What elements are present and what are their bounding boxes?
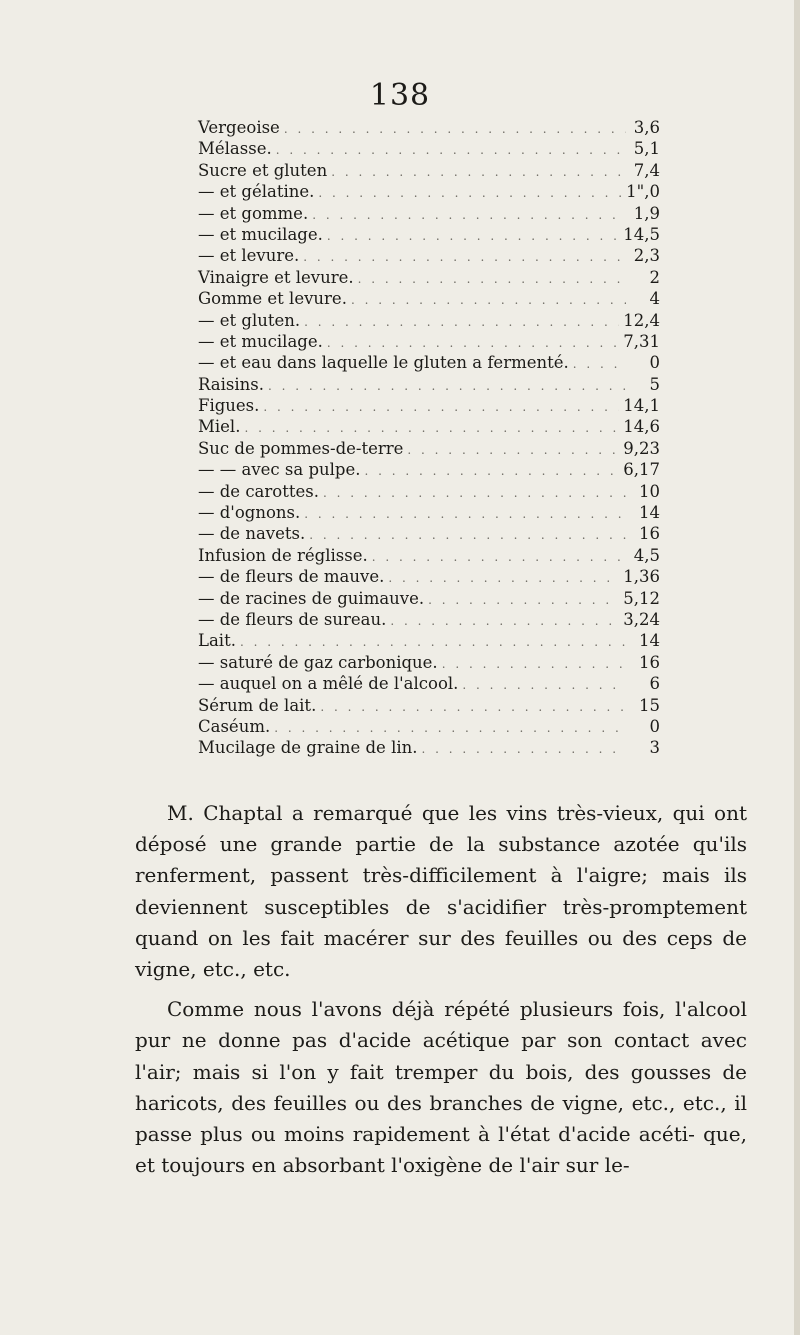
leader-dots xyxy=(407,440,619,461)
row-label: Gomme et levure. xyxy=(198,289,347,309)
table-row xyxy=(198,481,660,502)
leader-dots xyxy=(304,312,619,333)
body-text xyxy=(135,798,747,1181)
leader-dots xyxy=(320,697,626,718)
row-value: 4,5 xyxy=(633,545,660,565)
row-value: 0 xyxy=(649,353,660,373)
leader-dots xyxy=(318,183,622,204)
table-row xyxy=(198,224,660,245)
table-row xyxy=(198,695,660,716)
row-value: 6 xyxy=(649,674,660,694)
row-value: 0 xyxy=(649,716,660,736)
row-label: Vergeoise xyxy=(198,118,280,137)
table-row xyxy=(198,374,660,395)
row-value: 16 xyxy=(639,524,660,544)
row-value: 14,1 xyxy=(623,396,660,416)
row-label: — de navets. xyxy=(198,524,306,544)
table-row xyxy=(198,138,660,159)
row-label: — et gélatine. xyxy=(198,182,315,202)
row-label: — et levure. xyxy=(198,246,300,266)
row-label: Sérum de lait. xyxy=(198,695,317,715)
table-row xyxy=(198,395,660,416)
leader-dots xyxy=(422,739,627,760)
table-row xyxy=(198,181,660,202)
table-row xyxy=(198,245,660,266)
leader-dots xyxy=(240,632,626,653)
leader-dots xyxy=(388,568,619,589)
row-value: 6,17 xyxy=(623,460,660,480)
leader-dots xyxy=(372,547,626,568)
row-label: — de fleurs de mauve. xyxy=(198,567,385,587)
leader-dots xyxy=(358,269,626,290)
table-row xyxy=(198,545,660,566)
row-value: 1,36 xyxy=(623,567,660,587)
table-row xyxy=(198,310,660,331)
row-value: 15 xyxy=(639,695,660,715)
row-label: — de fleurs de sureau. xyxy=(198,609,387,629)
leader-dots xyxy=(365,461,620,482)
leader-dots xyxy=(351,290,626,311)
table-row xyxy=(198,203,660,224)
table-row xyxy=(198,331,660,352)
row-value: 3,24 xyxy=(623,609,660,629)
row-label: — de racines de guimauve. xyxy=(198,588,425,608)
row-value: 7,31 xyxy=(623,331,660,351)
table-row xyxy=(198,160,660,181)
table-row xyxy=(198,652,660,673)
row-value: 7,4 xyxy=(633,160,660,180)
row-value: 10 xyxy=(639,481,660,501)
table-row xyxy=(198,716,660,737)
row-value: 2 xyxy=(649,267,660,287)
row-label: — — avec sa pulpe. xyxy=(198,460,361,480)
row-label: — et eau dans laquelle le gluten a fermenté. xyxy=(198,353,569,373)
leader-dots xyxy=(331,162,626,183)
row-label: — d'ognons. xyxy=(198,503,301,523)
row-value: 9,23 xyxy=(623,438,660,458)
row-label: Caséum. xyxy=(198,716,271,736)
row-value: 4 xyxy=(649,289,660,309)
row-value: 5,1 xyxy=(633,139,660,159)
leader-dots xyxy=(442,654,626,675)
table-row xyxy=(198,267,660,288)
leader-dots xyxy=(573,354,626,375)
paragraph-1: M. Chaptal a remarqué que les vins très-vieux, qui ont déposé une grande partie de la substance azotée qu'ils renferment, passent très-difficilement à l'aigre; mais ils deviennent susceptibles de s'acidifier très-promptement quand on les fait macérer sur des feuilles ou des ceps de vigne, etc., etc. xyxy=(135,801,747,982)
table-row xyxy=(198,459,660,480)
leader-dots xyxy=(268,376,626,397)
row-value: 16 xyxy=(639,652,660,672)
data-table xyxy=(198,117,660,759)
table-row xyxy=(198,566,660,587)
leader-dots xyxy=(327,226,619,247)
row-label: — de carottes. xyxy=(198,481,319,501)
table-row xyxy=(198,438,660,459)
leader-dots xyxy=(428,590,619,611)
row-label: Raisins. xyxy=(198,374,264,394)
row-value: 1",0 xyxy=(626,182,660,202)
row-value: 14 xyxy=(639,503,660,523)
table-row xyxy=(198,609,660,630)
row-value: 14 xyxy=(639,631,660,651)
row-value: 3,6 xyxy=(633,118,660,137)
row-value: 12,4 xyxy=(623,310,660,330)
row-value: 2,3 xyxy=(633,246,660,266)
table-row xyxy=(198,117,660,138)
leader-dots xyxy=(263,397,619,418)
paragraph-2: Comme nous l'avons déjà répété plusieurs fois, l'alcool pur ne donne pas d'acide acétique par son contact avec l'air; mais si l'on y fait tremper du bois, des gousses de haricots, des feuilles ou des branches de vigne, etc., etc., il passe plus ou moins rapidement à l'état d'acide acéti- que, et toujours en absorbant l'oxigène de l'air sur le- xyxy=(135,997,747,1178)
row-label: Vinaigre et levure. xyxy=(198,267,354,287)
row-value: 14,5 xyxy=(623,224,660,244)
table-row xyxy=(198,588,660,609)
row-value: 3 xyxy=(649,738,660,758)
table-row xyxy=(198,502,660,523)
row-label: — et mucilage. xyxy=(198,224,323,244)
row-label: Miel. xyxy=(198,417,241,437)
table-row xyxy=(198,288,660,309)
leader-dots xyxy=(244,418,619,439)
row-value: 14,6 xyxy=(623,417,660,437)
row-label: Figues. xyxy=(198,396,260,416)
leader-dots xyxy=(276,140,626,161)
row-label: Mucilage de graine de lin. xyxy=(198,738,418,758)
row-label: Mélasse. xyxy=(198,139,272,159)
leader-dots xyxy=(284,119,626,140)
table-row xyxy=(198,523,660,544)
row-value: 5,12 xyxy=(623,588,660,608)
row-value: 5 xyxy=(649,374,660,394)
row-label: Lait. xyxy=(198,631,236,651)
row-label: Infusion de réglisse. xyxy=(198,545,368,565)
table-row xyxy=(198,737,660,758)
table-row xyxy=(198,630,660,651)
table-row xyxy=(198,416,660,437)
table-row xyxy=(198,673,660,694)
page-number: 138 xyxy=(369,78,431,113)
leader-dots xyxy=(323,483,626,504)
leader-dots xyxy=(303,247,626,268)
row-label: — saturé de gaz carbonique. xyxy=(198,652,438,672)
row-label: Suc de pommes-de-terre xyxy=(198,438,404,458)
table-row xyxy=(198,352,660,373)
row-label: — et mucilage. xyxy=(198,331,323,351)
leader-dots xyxy=(309,525,626,546)
leader-dots xyxy=(462,675,626,696)
leader-dots xyxy=(274,718,626,739)
row-value: 1,9 xyxy=(633,203,660,223)
row-label: — et gluten. xyxy=(198,310,301,330)
row-label: — auquel on a mêlé de l'alcool. xyxy=(198,674,459,694)
leader-dots xyxy=(304,504,626,525)
leader-dots xyxy=(390,611,619,632)
leader-dots xyxy=(327,333,619,354)
leader-dots xyxy=(312,205,626,226)
row-label: Sucre et gluten xyxy=(198,160,328,180)
row-label: — et gomme. xyxy=(198,203,309,223)
page-edge xyxy=(794,0,800,1335)
